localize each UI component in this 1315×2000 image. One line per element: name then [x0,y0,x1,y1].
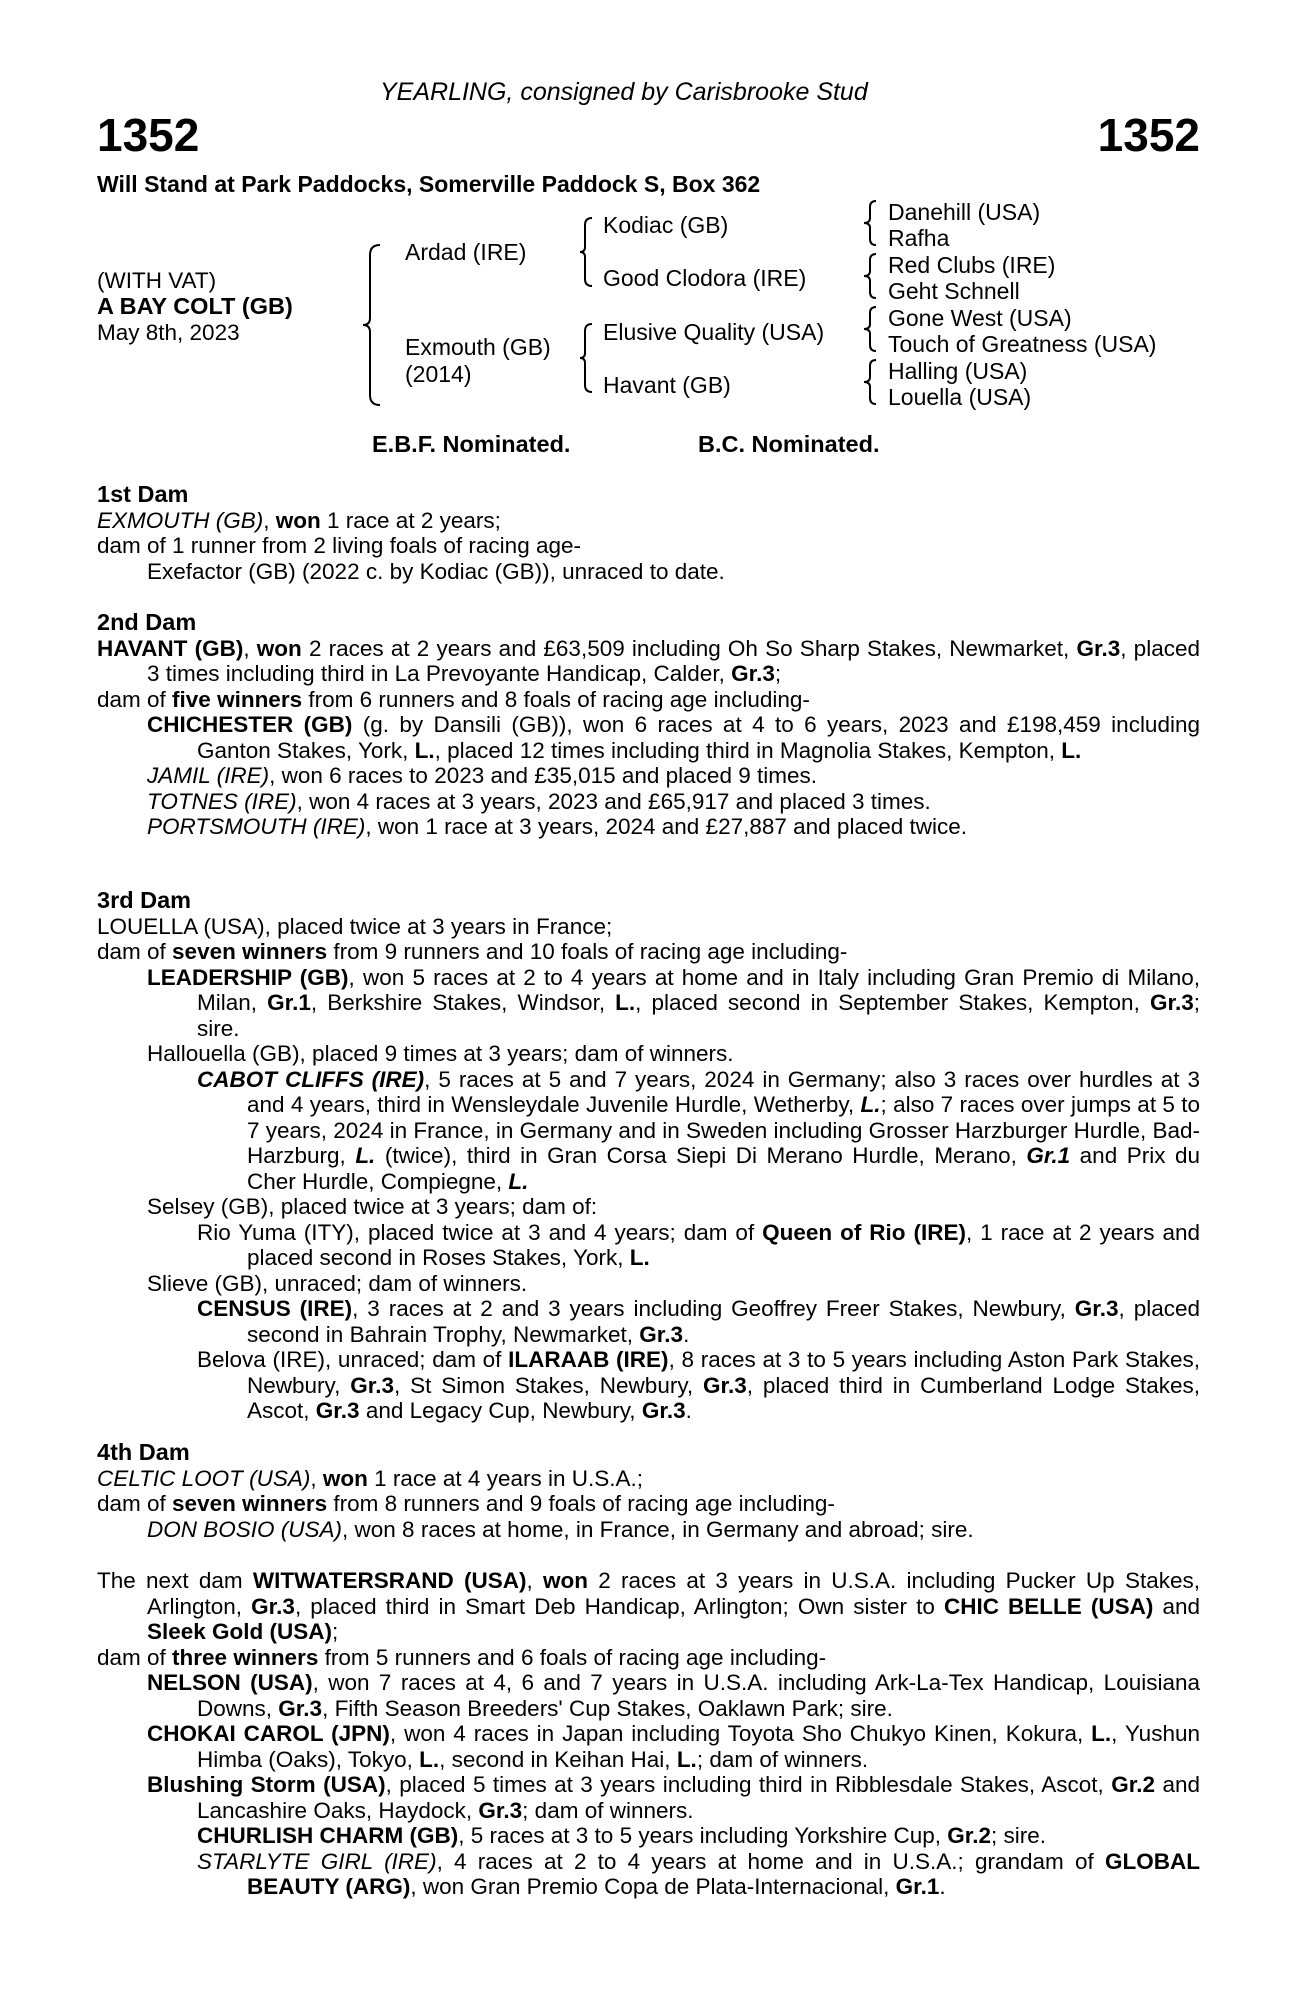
dam-record: EXMOUTH (GB), won 1 race at 2 years; [97,507,501,533]
ebf-nomination: E.B.F. Nominated. [372,431,571,457]
grandsire-1: Kodiac (GB) [603,212,729,238]
produce-entry: Exefactor (GB) (2022 c. by Kodiac (GB)), unraced to date. [147,558,725,584]
great-grandparent: Halling (USA) [888,358,1028,384]
sire: Ardad (IRE) [405,239,527,265]
ggs-brace-1 [862,198,882,250]
great-grandparent: Rafha [888,225,950,251]
section-heading: 3rd Dam [97,887,192,913]
granddam-2: Havant (GB) [603,372,731,398]
great-grandparent: Louella (USA) [888,384,1032,410]
dam-line2: (2014) [405,361,472,387]
sire-brace [578,214,598,294]
produce-summary: dam of 1 runner from 2 living foals of racing age- [97,533,581,558]
produce-entry: Selsey (GB), placed twice at 3 years; dam of: [147,1194,598,1219]
bc-nomination: B.C. Nominated. [698,431,880,457]
grandsire-2: Elusive Quality (USA) [603,319,825,345]
produce-summary: dam of five winners from 6 runners and 8 foals of racing age including- [97,686,810,712]
horse-name: A BAY COLT (GB) [97,293,293,319]
dam-record: CELTIC LOOT (USA), won 1 race at 4 years in U.S.A.; [97,1465,643,1491]
great-grandparent: Touch of Greatness (USA) [888,331,1157,357]
produce-entry: STARLYTE GIRL (IRE), 4 races at 2 to 4 years at home and in U.S.A.; grandam of GLOBAL BEAUTY (ARG), won Gran Premio Copa de Plata-Internacional, Gr.1. [197,1848,1200,1899]
stabling-location: Will Stand at Park Paddocks, Somerville Paddock S, Box 362 [97,171,761,197]
produce-summary: dam of three winners from 5 runners and 6 foals of racing age including- [97,1644,827,1670]
section-heading: 2nd Dam [97,609,197,635]
produce-entry: NELSON (USA), won 7 races at 4, 6 and 7 years in U.S.A. including Ark-La-Tex Handicap, Louisiana Downs, Gr.3, Fifth Season Breeders' Cup Stakes, Oaklawn Park; sire. [147,1670,1201,1721]
produce-entry: CHOKAI CAROL (JPN), won 4 races in Japan including Toyota Sho Chukyo Kinen, Kokura, L., Yushun Himba (Oaks), Tokyo, L., second in Keihan Hai, L.; dam of winners. [147,1721,1200,1772]
third-dam-section [97,888,1200,1424]
first-dam-section [97,482,1200,584]
produce-entry: PORTSMOUTH (IRE), won 1 race at 3 years, 2024 and £27,887 and placed twice. [147,814,967,839]
dam-record: HAVANT (GB), won 2 races at 2 years and £63,509 including Oh So Sharp Stakes, Newmarket, Gr.3, placed 3 times including third in La Prevoyante Handicap, Calder, Gr.3; [97,635,1200,686]
produce-entry: TOTNES (IRE), won 4 races at 3 years, 2023 and £65,917 and placed 3 times. [147,788,931,814]
granddam-1: Good Clodora (IRE) [603,265,807,291]
produce-entry: Rio Yuma (ITY), placed twice at 3 and 4 years; dam of Queen of Rio (IRE), 1 race at 2 years and placed second in Roses Stakes, York, L. [197,1219,1200,1270]
section-heading: 1st Dam [97,481,189,507]
vat-note: (WITH VAT) [97,268,217,293]
produce-summary: dam of seven winners from 9 runners and 10 foals of racing age including- [97,939,848,964]
produce-entry: CENSUS (IRE), 3 races at 2 and 3 years including Geoffrey Freer Stakes, Newbury, Gr.3, placed second in Bahrain Trophy, Newmarket, Gr.3. [197,1296,1200,1347]
produce-entry: DON BOSIO (USA), won 8 races at home, in France, in Germany and abroad; sire. [147,1516,974,1542]
produce-entry: CHURLISH CHARM (GB), 5 races at 3 to 5 years including Yorkshire Cup, Gr.2; sire. [197,1823,1047,1848]
produce-entry: JAMIL (IRE), won 6 races to 2023 and £35,015 and placed 9 times. [147,763,817,788]
produce-summary: dam of seven winners from 8 runners and 9 foals of racing age including- [97,1491,835,1516]
ggs-brace-3 [862,304,882,356]
dam-line1: Exmouth (GB) [405,334,551,360]
produce-entry: LEADERSHIP (GB), won 5 races at 2 to 4 years at home and in Italy including Gran Premio di Milano, Milan, Gr.1, Berkshire Stakes, Windsor, L., placed second in September Stakes, Kempton, Gr.3; sire. [147,964,1201,1041]
produce-entry: Belova (IRE), unraced; dam of ILARAAB (IRE), 8 races at 3 to 5 years including Aston Park Stakes, Newbury, Gr.3, St Simon Stakes, Newbury, Gr.3, placed third in Cumberland Lodge Stakes, Ascot, Gr.3 and Legacy Cup, Newbury, Gr.3. [197,1347,1200,1423]
produce-entry: Hallouella (GB), placed 9 times at 3 years; dam of winners. [147,1041,734,1066]
dam-record: LOUELLA (USA), placed twice at 3 years in France; [97,913,613,939]
next-dam-section [97,1568,1200,1900]
section-heading: 4th Dam [97,1439,190,1465]
great-grandparent: Red Clubs (IRE) [888,252,1056,278]
lot-number-left: 1352 [97,109,200,161]
ggs-brace-4 [862,357,882,409]
great-grandparent: Danehill (USA) [888,199,1041,225]
dam-record: The next dam WITWATERSRAND (USA), won 2 races at 3 years in U.S.A. including Pucker Up Stakes, Arlington, Gr.3, placed third in Smart Deb Handicap, Arlington; Own sister to CHIC BELLE (USA) and Sleek Gold (USA); [97,1568,1201,1644]
fourth-dam-section [97,1440,1200,1542]
great-grandparent: Gone West (USA) [888,305,1072,331]
consignor-line: YEARLING, consigned by Carisbrooke Stud [380,78,868,106]
produce-entry: CABOT CLIFFS (IRE), 5 races at 5 and 7 years, 2024 in Germany; also 3 races over hurdles at 3 and 4 years, third in Wensleydale Juvenile Hurdle, Wetherby, L.; also 7 races over jumps at 5 to 7 years, 2024 in France, in Germany and in Sweden including Grosser Harzburger Hurdle, Bad-Harzburg, L. (twice), third in Gran Corsa Siepi Di Merano Hurdle, Merano, Gr.1 and Prix du Cher Hurdle, Compiegne, L. [197,1066,1201,1194]
lot-number-right: 1352 [1097,109,1200,161]
foaling-date: May 8th, 2023 [97,320,240,345]
produce-entry: Slieve (GB), unraced; dam of winners. [147,1270,528,1296]
main-brace [360,240,390,410]
ggs-brace-2 [862,251,882,303]
great-grandparent: Geht Schnell [888,278,1020,304]
second-dam-section [97,610,1200,840]
dam-brace [578,320,598,400]
produce-entry: CHICHESTER (GB) (g. by Dansili (GB)), won 6 races at 4 to 6 years, 2023 and £198,459 including Ganton Stakes, York, L., placed 12 times including third in Magnolia Stakes, Kempton, L. [147,712,1200,763]
produce-entry: Blushing Storm (USA), placed 5 times at 3 years including third in Ribblesdale Stakes, Ascot, Gr.2 and Lancashire Oaks, Haydock, Gr.3; dam of winners. [147,1772,1200,1823]
